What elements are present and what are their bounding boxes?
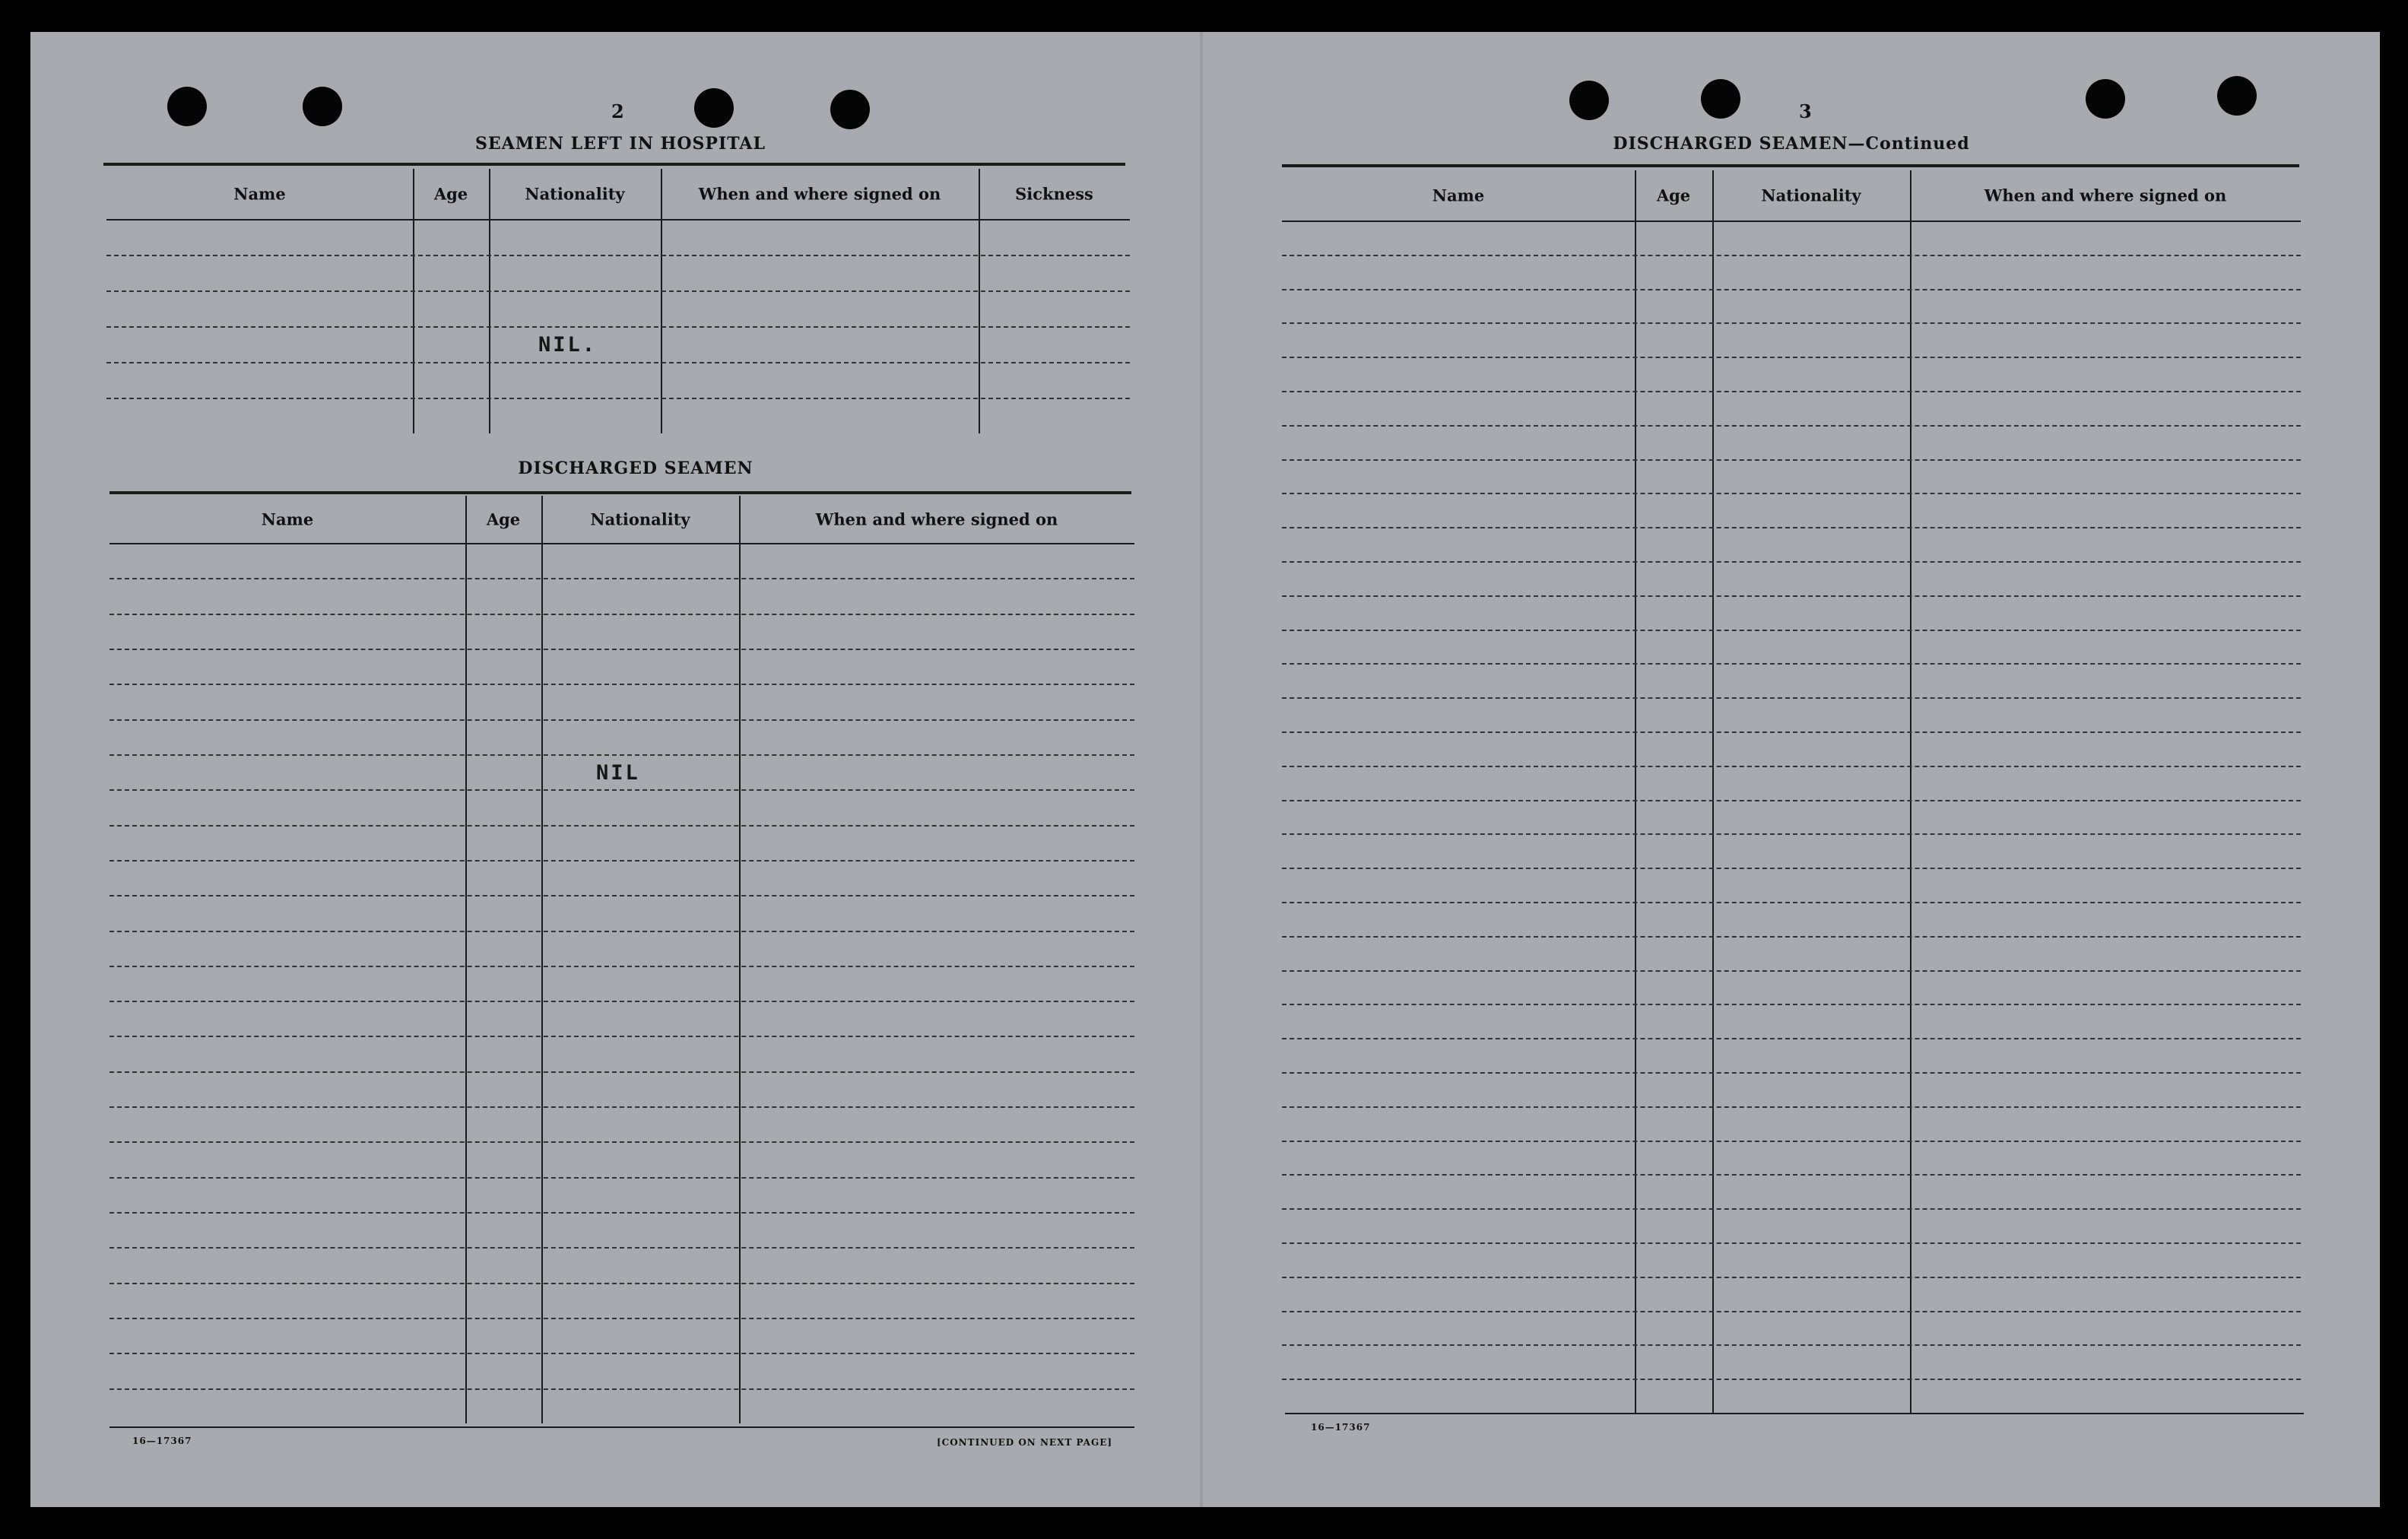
discharged-continued-title: DISCHARGED SEAMEN—Continued: [1613, 134, 1970, 154]
row-line: [1282, 459, 2301, 461]
row-line: [109, 578, 1134, 579]
column-divider: [979, 169, 980, 433]
section-top-rule: [1282, 164, 2299, 167]
row-line: [109, 1353, 1134, 1354]
row-line: [106, 255, 1130, 256]
row-line: [1282, 630, 2301, 631]
punch-hole: [303, 87, 342, 126]
row-line: [109, 649, 1134, 650]
row-line: [1282, 357, 2301, 358]
punch-hole: [167, 87, 207, 126]
column-divider: [661, 169, 662, 433]
hospital-table: [106, 169, 1130, 433]
punch-hole: [830, 90, 870, 129]
row-line: [1282, 289, 2301, 290]
page-number: 2: [611, 100, 624, 122]
row-line: [1282, 425, 2301, 427]
discharged-continued-table: [1282, 170, 2301, 1413]
column-header: When and where signed on: [815, 509, 1058, 529]
row-line: [109, 789, 1134, 791]
row-line: [1282, 902, 2301, 903]
row-line: [109, 1001, 1134, 1002]
column-divider: [413, 169, 414, 433]
row-line: [1282, 1106, 2301, 1108]
row-line: [106, 362, 1130, 363]
row-line: [1282, 527, 2301, 528]
row-line: [109, 825, 1134, 827]
row-line: [1282, 800, 2301, 801]
column-header: Age: [1656, 186, 1691, 205]
column-header: Nationality: [525, 184, 625, 204]
row-line: [1282, 936, 2301, 938]
column-header: Nationality: [1761, 186, 1861, 205]
row-line: [1282, 1242, 2301, 1244]
row-line: [1282, 868, 2301, 869]
column-header: Name: [1432, 186, 1485, 205]
discharged-entry-nil: NIL: [596, 761, 640, 785]
row-line: [109, 1036, 1134, 1037]
row-line: [109, 1283, 1134, 1284]
punch-hole: [2217, 76, 2257, 116]
discharged-section-title: DISCHARGED SEAMEN: [518, 459, 753, 478]
row-line: [1282, 493, 2301, 494]
row-line: [1282, 1277, 2301, 1278]
row-line: [109, 1318, 1134, 1319]
column-divider: [541, 496, 543, 1423]
hospital-section-title: SEAMEN LEFT IN HOSPITAL: [475, 134, 766, 154]
column-header: Sickness: [1015, 184, 1093, 204]
row-line: [1282, 1174, 2301, 1176]
row-line: [109, 1212, 1134, 1214]
row-line: [1282, 731, 2301, 733]
discharged-table: [109, 496, 1134, 1423]
row-line: [106, 398, 1130, 399]
row-line: [109, 754, 1134, 756]
row-line: [1282, 1141, 2301, 1142]
column-header: Name: [233, 184, 286, 204]
column-header: Nationality: [590, 509, 690, 529]
punch-hole: [1701, 79, 1740, 119]
row-line: [109, 966, 1134, 967]
row-line: [1282, 255, 2301, 256]
row-line: [1282, 1344, 2301, 1346]
form-number: 16—17367: [1311, 1422, 1371, 1433]
column-header: Name: [261, 509, 314, 529]
section-top-rule: [103, 163, 1125, 166]
row-line: [1282, 1072, 2301, 1074]
row-line: [1282, 766, 2301, 767]
row-line: [1282, 561, 2301, 563]
form-number: 16—17367: [132, 1436, 192, 1446]
column-header: Age: [486, 509, 521, 529]
row-line: [109, 1388, 1134, 1390]
column-header: When and where signed on: [698, 184, 941, 204]
row-line: [109, 895, 1134, 896]
column-header: When and where signed on: [1984, 186, 2227, 205]
row-line: [106, 290, 1130, 292]
row-line: [109, 719, 1134, 721]
row-line: [109, 860, 1134, 862]
page-spine: [1200, 32, 1203, 1507]
row-line: [109, 1177, 1134, 1179]
column-divider: [465, 496, 467, 1423]
row-line: [109, 1071, 1134, 1073]
punch-hole: [1569, 81, 1609, 120]
punch-hole: [2086, 79, 2125, 119]
row-line: [1282, 1004, 2301, 1005]
column-divider: [739, 496, 741, 1423]
row-line: [106, 326, 1130, 328]
row-line: [1282, 833, 2301, 835]
row-line: [1282, 1208, 2301, 1210]
section-top-rule: [109, 491, 1131, 494]
column-divider: [489, 169, 490, 433]
continued-note: [CONTINUED ON NEXT PAGE]: [937, 1437, 1113, 1448]
row-line: [1282, 322, 2301, 324]
row-line: [1282, 697, 2301, 699]
hospital-entry-nil: NIL.: [538, 333, 598, 357]
row-line: [1282, 970, 2301, 972]
row-line: [109, 1106, 1134, 1108]
row-line: [1282, 1038, 2301, 1039]
section-bottom-rule: [1285, 1413, 2304, 1414]
row-line: [109, 931, 1134, 932]
page-number: 3: [1799, 100, 1812, 122]
row-line: [109, 684, 1134, 685]
section-bottom-rule: [109, 1426, 1134, 1428]
row-line: [1282, 391, 2301, 392]
row-line: [1282, 663, 2301, 665]
punch-hole: [694, 88, 734, 128]
row-line: [1282, 1379, 2301, 1380]
row-line: [109, 1141, 1134, 1143]
row-line: [109, 614, 1134, 615]
column-header: Age: [433, 184, 468, 204]
row-line: [109, 1247, 1134, 1249]
row-line: [1282, 1311, 2301, 1312]
row-line: [1282, 595, 2301, 597]
